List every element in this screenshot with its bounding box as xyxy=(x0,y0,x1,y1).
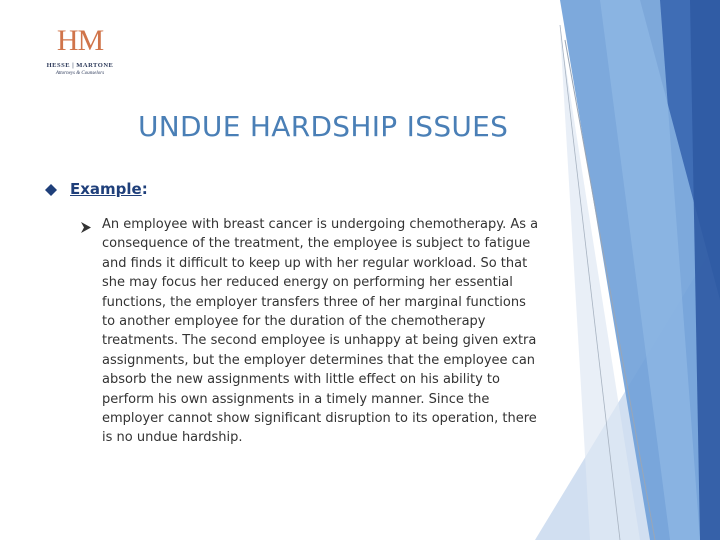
example-colon: : xyxy=(141,180,148,198)
body-line: absorb the new assignments with little effect on his ability to xyxy=(102,372,500,388)
example-body-text xyxy=(102,215,594,448)
body-line: consequence of the treatment, the employee is subject to fatigue xyxy=(102,236,531,252)
body-line: is no undue hardship. xyxy=(102,430,243,446)
logo-firm-name: HESSE | MARTONE xyxy=(46,62,114,69)
body-line: and finds it difficult to keep up with her regular workload. So that xyxy=(102,255,528,271)
logo-mark: HM xyxy=(56,24,104,57)
example-heading xyxy=(70,180,148,198)
body-line: An employee with breast cancer is undergoing chemotherapy. As a xyxy=(102,217,539,232)
logo-tagline: Attorneys & Counselors xyxy=(55,71,105,76)
example-label-text: Example xyxy=(70,180,142,198)
body-line: treatments. The second employee is unhappy at being given extra xyxy=(102,333,537,349)
slide-title: UNDUE HARDSHIP ISSUES xyxy=(138,110,509,143)
body-line: functions, the employer transfers three of her marginal functions xyxy=(102,294,526,310)
diamond-bullet-icon xyxy=(44,183,58,197)
body-line: perform his own assignments in a timely manner. Since the xyxy=(102,391,490,407)
body-line: assignments, but the employer determines that the employee can xyxy=(102,352,536,368)
body-line: employer cannot show significant disruption to its operation, there xyxy=(102,411,537,427)
body-line: to another employee for the duration of the chemotherapy xyxy=(102,314,486,330)
firm-logo xyxy=(40,26,120,76)
body-line: she may focus her reduced energy on performing her essential xyxy=(102,275,513,291)
arrowhead-bullet-icon xyxy=(81,222,91,233)
